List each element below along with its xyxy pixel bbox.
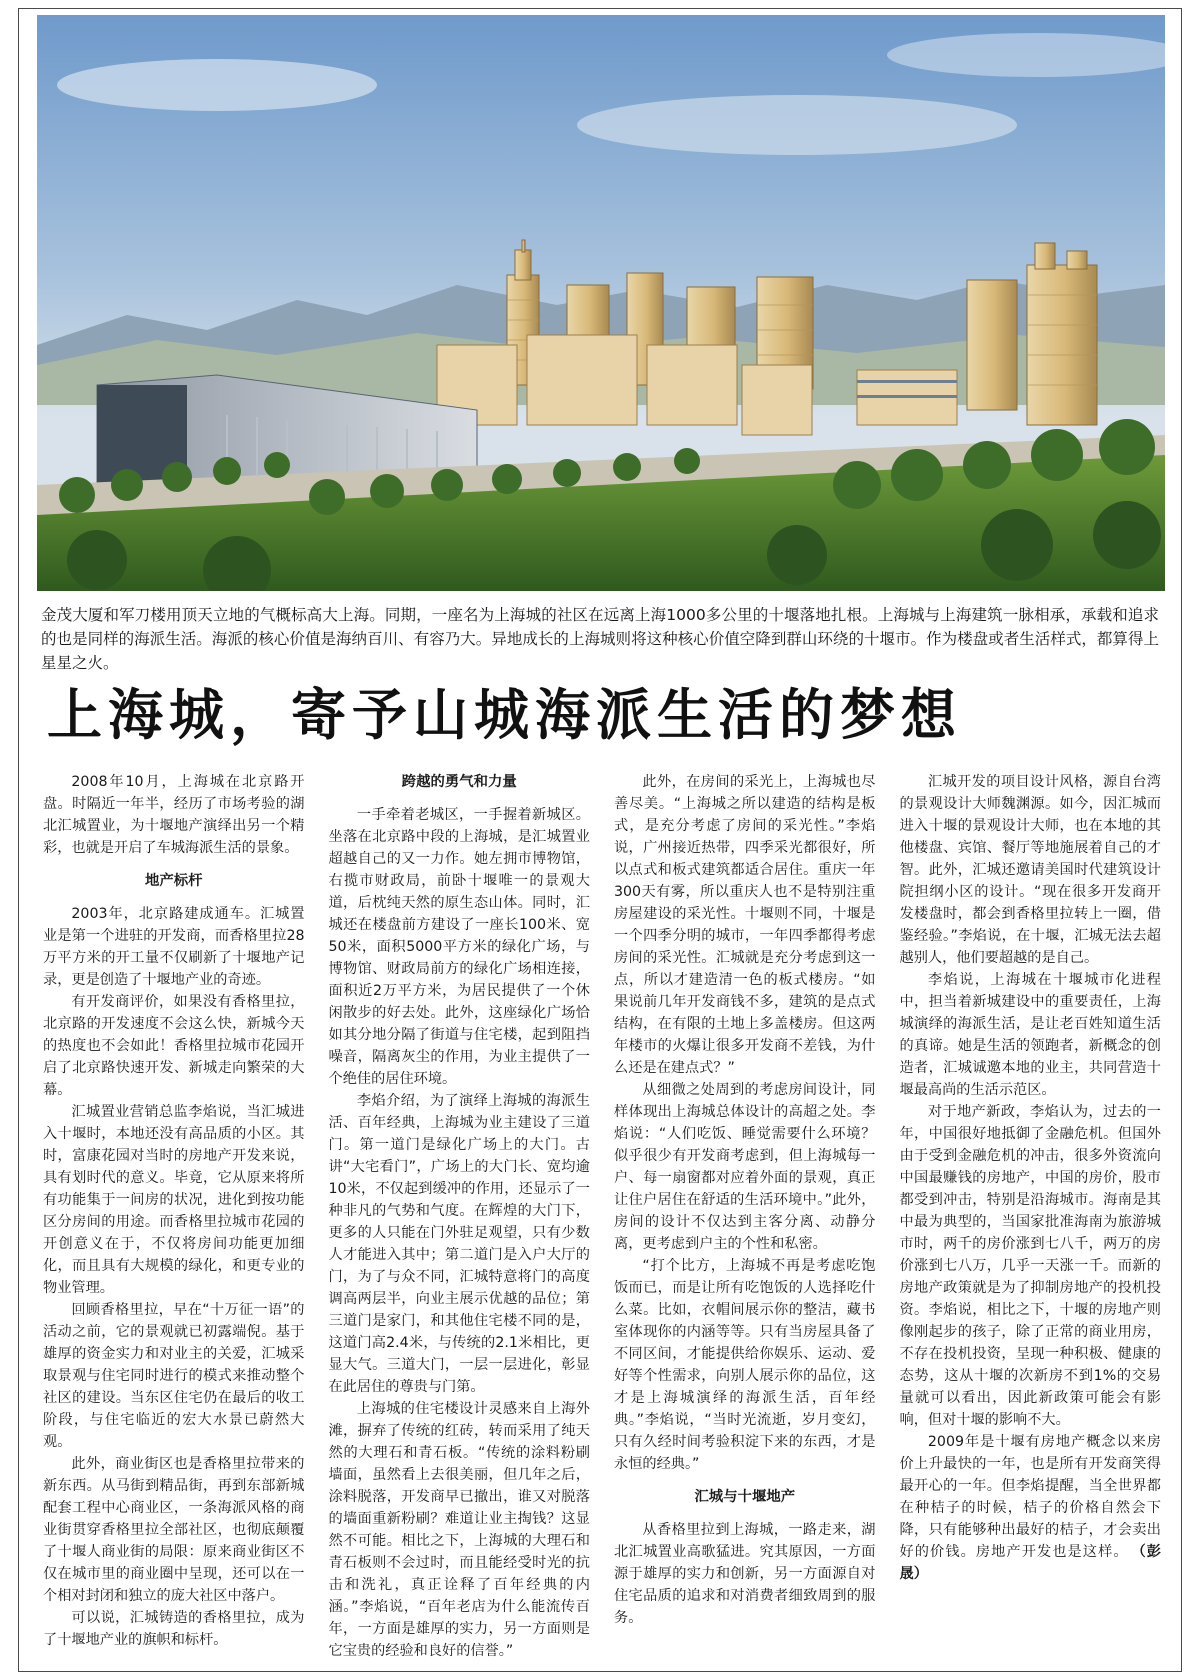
paragraph: 李焰说，上海城在十堰城市化进程中，担当着新城建设中的重要责任，上海城演绎的海派生活，是让老百姓知道生活的真谛。她是生活的领跑者，新概念的创造者，汇城诚邀本地的业主，共同营造十堰最高尚的生活示范区。 bbox=[899, 972, 1161, 1098]
paragraph: 汇城置业营销总监李焰说，当汇城进入十堰时，本地还没有高品质的小区。其时，富康花园对当时的房地产开发来说，具有划时代的意义。毕竟，它从原来将所有功能集于一间房的状况，进化到按功能区分房间的用途。而香格里拉城市花园的开创意义在于，不仅将房间功能更加细化，而且具有大规模的绿化，和更专业的物业管理。 bbox=[43, 1104, 305, 1296]
paragraph-last bbox=[900, 1431, 1162, 1585]
paragraph: 有开发商评价，如果没有香格里拉，北京路的开发速度不会这么快，新城今天的热度也不会如此！香格里拉城市花园开启了北京路快速开发、新城走向繁荣的大幕。 bbox=[43, 994, 305, 1098]
newspaper-page bbox=[18, 8, 1182, 1672]
hero-image-rendering bbox=[37, 15, 1165, 591]
paragraph: 2003年，北京路建成通车。汇城置业是第一个进驻的开发商，而香格里拉28万平方米的开工量不仅刷新了十堰地产记录，更是创造了十堰地产业的奇迹。 bbox=[43, 906, 305, 988]
paragraph: 汇城开发的项目设计风格，源自台湾的景观设计大师魏渊源。如今，因汇城而进入十堰的景观设计大师，也在本地的其他楼盘、宾馆、餐厅等地施展着自己的才智。此外，汇城还邀请美国时代建筑设计院担纲小区的设计。“现在很多开发商开发楼盘时，都会到香格里拉转上一圈，借鉴经验。”李焰说，在十堰，汇城无法去超越别人，他们要超越的是自己。 bbox=[899, 774, 1161, 966]
paragraph: 从香格里拉到上海城，一路走来，湖北汇城置业高歌猛进。究其原因，一方面源于雄厚的实力和创新，另一方面源自对住宅品质的追求和对消费者细致周到的服务。 bbox=[614, 1522, 876, 1626]
paragraph: 上海城的住宅楼设计灵感来自上海外滩，摒弃了传统的红砖，转而采用了纯天然的大理石和青石板。“传统的涂料粉刷墙面，虽然看上去很美丽，但几年之后，涂料脱落，开发商早已撤出，谁又对脱落的墙面重新粉刷？难道让业主掏钱？这显然不可能。相比之下，上海城的大理石和青石板则不会过时，而且能经受时光的抗击和洗礼，真正诠释了百年经典的内涵。”李焰说，“百年老店为什么能流传百年，一方面是雄厚的实力，另一方面则是它宝贵的经验和良好的信誉。” bbox=[328, 1401, 590, 1659]
subheading: 跨越的勇气和力量 bbox=[401, 774, 517, 790]
paragraph: 从细微之处周到的考虑房间设计，同样体现出上海城总体设计的高超之处。李焰说：“人们吃饭、睡觉需要什么环境？似乎很少有开发商考虑到，但上海城每一户、每一扇窗都对应着外面的景观，真正让住户居住在舒适的生活环境中。”此外，房间的设计不仅达到主客分离、动静分离，更考虑到户主的个性和私密。 bbox=[614, 1082, 876, 1252]
paragraph: 可以说，汇城铸造的香格里拉，成为了十堰地产业的旗帜和标杆。 bbox=[43, 1610, 305, 1648]
subheading: 汇城与十堰地产 bbox=[694, 1489, 796, 1505]
paragraph: 一手牵着老城区，一手握着新城区。坐落在北京路中段的上海城，是汇城置业超越自己的又一力作。她左拥市博物馆，右揽市财政局，前卧十堰唯一的景观大道，后枕纯天然的原生态山体。同时，汇城还在楼盘前方建设了一座长100米、宽50米，面积5000平方米的绿化广场，与博物馆、财政局前方的绿化广场相连接，面积近2万平方米，为居民提供了一个休闲散步的好去处。此外，这座绿化广场恰如其分地分隔了街道与住宅楼，起到阻挡噪音，隔离灰尘的作用，为业主提供了一个绝佳的居住环境。 bbox=[328, 807, 590, 1087]
paragraph: 此外，商业街区也是香格里拉带来的新东西。从马街到精品街，再到东部新城配套工程中心商业区，一条海派风格的商业街贯穿香格里拉全部社区，也彻底颠覆了十堰人商业街的局限：原来商业街区不仅在城市里的商业圈中呈现，还可以在一个相对封闭和独立的庞大社区中落户。 bbox=[43, 1456, 305, 1604]
paragraph: “打个比方，上海城不再是考虑吃饱饭而已，而是让所有吃饱饭的人选择吃什么菜。比如，衣帽间展示你的整洁，藏书室体现你的内涵等等。只有当房屋具备了不同区间，才能提供给你娱乐、运动、爱好等个性需求，向别人展示你的品位，这才是上海城演绎的海派生活，百年经典。”李焰说，“当时光流逝，岁月变幻，只有久经时间考验积淀下来的东西，才是永恒的经典。” bbox=[614, 1258, 876, 1472]
paragraph: 回顾香格里拉，早在“十万征一语”的活动之前，它的景观就已初露端倪。基于雄厚的资金实力和对业主的关爱，汇城采取景观与住宅同时进行的模式来推动整个社区的建设。当东区住宅仍在最后的收工阶段，与住宅临近的宏大水景已蔚然大观。 bbox=[43, 1302, 305, 1450]
article-body bbox=[43, 771, 1161, 1665]
byline: （彭晟） bbox=[899, 1544, 1161, 1582]
paragraph: 对于地产新政，李焰认为，过去的一年，中国很好地抵御了金融危机。但国外由于受到金融危机的冲击，很多外资流向中国最赚钱的房地产，中国的房价，股市都受到冲击，特别是沿海城市。海南是其中最为典型的，当国家批准海南为旅游城市时，两千的房价涨到七八千，两万的房价涨到七八万，几乎一天涨一千。而新的房地产政策就是为了抑制房地产的投机投资。李焰说，相比之下，十堰的房地产则像刚起步的孩子，除了正常的商业用房，不存在投机投资，呈现一种积极、健康的态势，这从十堰的次新房不到1%的交易量就可以看出，因此新政策可能会有影响，但对十堰的影响不大。 bbox=[899, 1104, 1161, 1428]
paragraph: 此外，在房间的采光上，上海城也尽善尽美。“上海城之所以建造的结构是板式，是充分考虑了房间的采光性。”李焰说，广州接近热带，四季采光都很好，所以点式和板式建筑都适合居住。重庆一年300天有雾，所以重庆人也不是特别注重房屋建设的采光性。十堰则不同，十堰是一个四季分明的城市，一年四季都得考虑房间的采光性。汇城就是充分考虑到这一点，所以才建造清一色的板式楼房。“如果说前几年开发商钱不多，建筑的是点式结构，在有限的土地上多盖楼房。但这两年楼市的火爆让很多开发商不差钱，为什么还是在建点式？” bbox=[614, 774, 876, 1076]
paragraph: 2008年10月，上海城在北京路开盘。时隔近一年半，经历了市场考验的湖北汇城置业，为十堰地产演绎出另一个精彩，也就是开启了车城海派生活的景象。 bbox=[43, 774, 305, 856]
subheading: 地产标杆 bbox=[144, 873, 203, 889]
paragraph: 李焰介绍，为了演绎上海城的海派生活、百年经典，上海城为业主建设了三道门。第一道门是绿化广场上的大门。古讲“大宅看门”，广场上的大门长、宽均逾10米，不仅起到缓冲的作用，还显示了一种非凡的气势和气度。在辉煌的大门下，更多的人只能在门外驻足观望，只有少数人才能进入其中；第二道门是入户大厅的门，为了与众不同，汇城特意将门的高度调高两层半，向业主展示优越的品位；第三道门是家门，和其他住宅楼不同的是，这道门高2.4米，与传统的2.1米相比，更显大气。三道大门，一层一层进化，彰显在此居住的尊贵与门第。 bbox=[328, 1093, 590, 1395]
paragraph-text: 2009年是十堰有房地产概念以来房价上升最快的一年，也是所有开发商笑得最开心的一年。但李焰提醒，当全世界都在种桔子的时候，桔子的价格自然会下降，只有能够种出最好的桔子，才会卖出好的价钱。房地产开发也是这样。 bbox=[899, 1434, 1161, 1560]
cityscape-illustration bbox=[37, 15, 1165, 591]
headline: 上海城，寄予山城海派生活的梦想 bbox=[47, 682, 963, 747]
photo-caption: 金茂大厦和军刀楼用顶天立地的气概标高大上海。同期，一座名为上海城的社区在远离上海1000多公里的十堰落地扎根。上海城与上海建筑一脉相承，承载和追求的也是同样的海派生活。海派的核心价值是海纳百川、有容乃大。异地成长的上海城则将这种核心价值空降到群山环绕的十堰市。作为楼盘或者生活样式，都算得上星星之火。 bbox=[41, 606, 1159, 672]
